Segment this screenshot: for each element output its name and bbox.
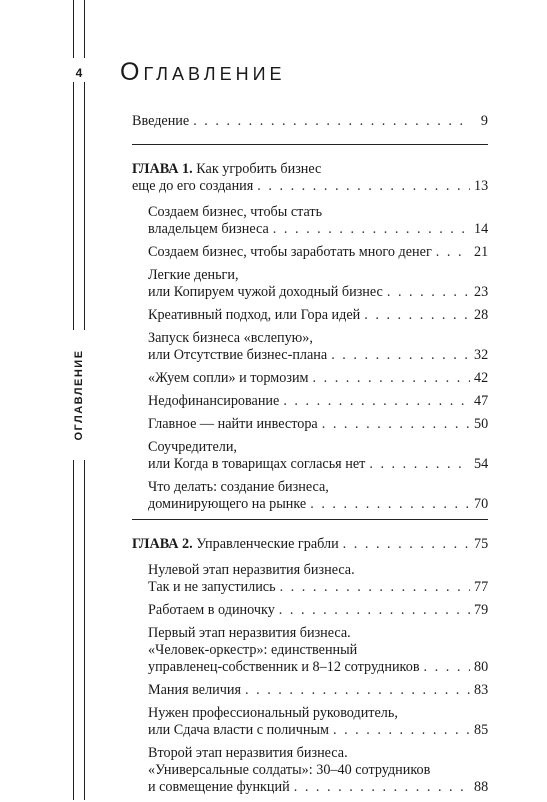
entry-title-line: Введение xyxy=(132,113,190,129)
entry-title-line: Так и не запустились xyxy=(148,579,276,595)
toc-entry[interactable] xyxy=(148,479,488,513)
entry-title-line: Создаем бизнес, чтобы заработать много денег xyxy=(148,244,432,260)
toc-entry[interactable] xyxy=(148,244,488,261)
page-number: 4 xyxy=(75,66,83,80)
entry-title-line: или Отсутствие бизнес-плана xyxy=(148,347,328,363)
section-divider xyxy=(132,519,488,520)
toc-entry[interactable] xyxy=(148,393,488,410)
page-ref: 83 xyxy=(474,682,489,698)
dot-leader xyxy=(331,347,470,364)
toc-chapter-entry[interactable] xyxy=(132,161,488,195)
entry-title-line: управленец-собственник и 8–12 сотрудников xyxy=(148,659,420,675)
chapter-label: ГЛАВА 2. xyxy=(132,536,193,552)
table-of-contents xyxy=(132,113,488,802)
dot-leader xyxy=(322,416,470,433)
entry-title-line: еще до его создания xyxy=(132,178,254,194)
entry-title-line: Нужен профессиональный руководитель, xyxy=(148,705,398,721)
page-ref: 21 xyxy=(474,244,489,260)
dot-leader xyxy=(257,178,470,195)
dot-leader xyxy=(369,456,470,473)
dot-leader xyxy=(333,722,470,739)
page-ref: 77 xyxy=(474,579,489,595)
dot-leader xyxy=(343,536,470,553)
entry-title-line: Запуск бизнеса «вслепую», xyxy=(148,330,313,346)
toc-entry[interactable] xyxy=(148,625,488,676)
dot-leader xyxy=(294,779,470,796)
page-ref: 88 xyxy=(474,779,489,795)
entry-title-line: Нулевой этап неразвития бизнеса. xyxy=(148,562,355,578)
entry-title-line: Что делать: создание бизнеса, xyxy=(148,479,329,495)
entry-title-line: Легкие деньги, xyxy=(148,267,239,283)
dot-leader xyxy=(280,579,470,596)
dot-leader xyxy=(310,496,470,513)
entry-title-line: «Человек-оркестр»: единственный xyxy=(148,642,358,658)
entry-title-line: или Копируем чужой доходный бизнес xyxy=(148,284,383,300)
dot-leader xyxy=(283,393,470,410)
entry-title-line: «Универсальные солдаты»: 30–40 сотрудников xyxy=(148,762,431,778)
entry-title-line: владельцем бизнеса xyxy=(148,221,269,237)
toc-entry[interactable] xyxy=(148,602,488,619)
dot-leader xyxy=(387,284,470,301)
page-ref: 42 xyxy=(474,370,489,386)
entry-title-line: Соучредители, xyxy=(148,439,237,455)
dot-leader xyxy=(279,602,470,619)
entry-title-line: или Когда в товарищах согласья нет xyxy=(148,456,366,472)
entry-title-line: Создаем бизнес, чтобы стать xyxy=(148,204,323,220)
toc-entry[interactable] xyxy=(148,204,488,238)
dot-leader xyxy=(436,244,470,261)
page-ref: 23 xyxy=(474,284,489,300)
entry-title-line: и совмещение функций xyxy=(148,779,290,795)
toc-entry[interactable] xyxy=(148,705,488,739)
page-ref: 47 xyxy=(474,393,489,409)
toc-entry[interactable] xyxy=(132,113,488,130)
toc-entry[interactable] xyxy=(148,370,488,387)
dot-leader xyxy=(193,113,470,130)
page-ref: 80 xyxy=(474,659,489,675)
entry-title-line: Второй этап неразвития бизнеса. xyxy=(148,745,348,761)
dot-leader xyxy=(245,682,470,699)
dot-leader xyxy=(313,370,470,387)
page-ref: 13 xyxy=(474,178,489,194)
page-ref: 28 xyxy=(474,307,489,323)
chapter-label: ГЛАВА 1. xyxy=(132,161,193,177)
entry-title-line: Недофинансирование xyxy=(148,393,280,409)
entry-title-line: Как угробить бизнес xyxy=(196,161,322,177)
toc-chapter-entry[interactable] xyxy=(132,536,488,553)
page-ref: 85 xyxy=(474,722,489,738)
entry-title-line: Креативный подход, или Гора идей xyxy=(148,307,361,323)
toc-entry[interactable] xyxy=(148,562,488,596)
page-ref: 75 xyxy=(474,536,489,552)
toc-entry[interactable] xyxy=(148,330,488,364)
entry-title-line: Работаем в одиночку xyxy=(148,602,275,618)
entry-title-line: «Жуем сопли» и тормозим xyxy=(148,370,309,386)
section-divider xyxy=(132,144,488,145)
page-ref: 79 xyxy=(474,602,489,618)
entry-title-line: доминирующего на рынке xyxy=(148,496,307,512)
entry-title-line: Первый этап неразвития бизнеса. xyxy=(148,625,351,641)
toc-entry[interactable] xyxy=(148,745,488,796)
page-ref: 50 xyxy=(474,416,489,432)
dot-leader xyxy=(273,221,470,238)
toc-entry[interactable] xyxy=(148,267,488,301)
toc-heading: Оглавление xyxy=(120,58,286,86)
toc-entry[interactable] xyxy=(148,416,488,433)
page-ref: 70 xyxy=(474,496,489,512)
dot-leader xyxy=(364,307,470,324)
page-ref: 14 xyxy=(474,221,489,237)
entry-title-line: Мания величия xyxy=(148,682,242,698)
entry-title-line: Главное — найти инвестора xyxy=(148,416,318,432)
dot-leader xyxy=(424,659,470,676)
toc-entry[interactable] xyxy=(148,307,488,324)
running-section-title: ОГЛАВЛЕНИЕ xyxy=(73,349,85,441)
page-ref: 32 xyxy=(474,347,489,363)
entry-title-line: или Сдача власти с поличным xyxy=(148,722,329,738)
toc-entry[interactable] xyxy=(148,682,488,699)
page-ref: 9 xyxy=(480,113,488,129)
toc-entry[interactable] xyxy=(148,439,488,473)
entry-title-line: Управленческие грабли xyxy=(196,536,339,552)
page-ref: 54 xyxy=(474,456,489,472)
